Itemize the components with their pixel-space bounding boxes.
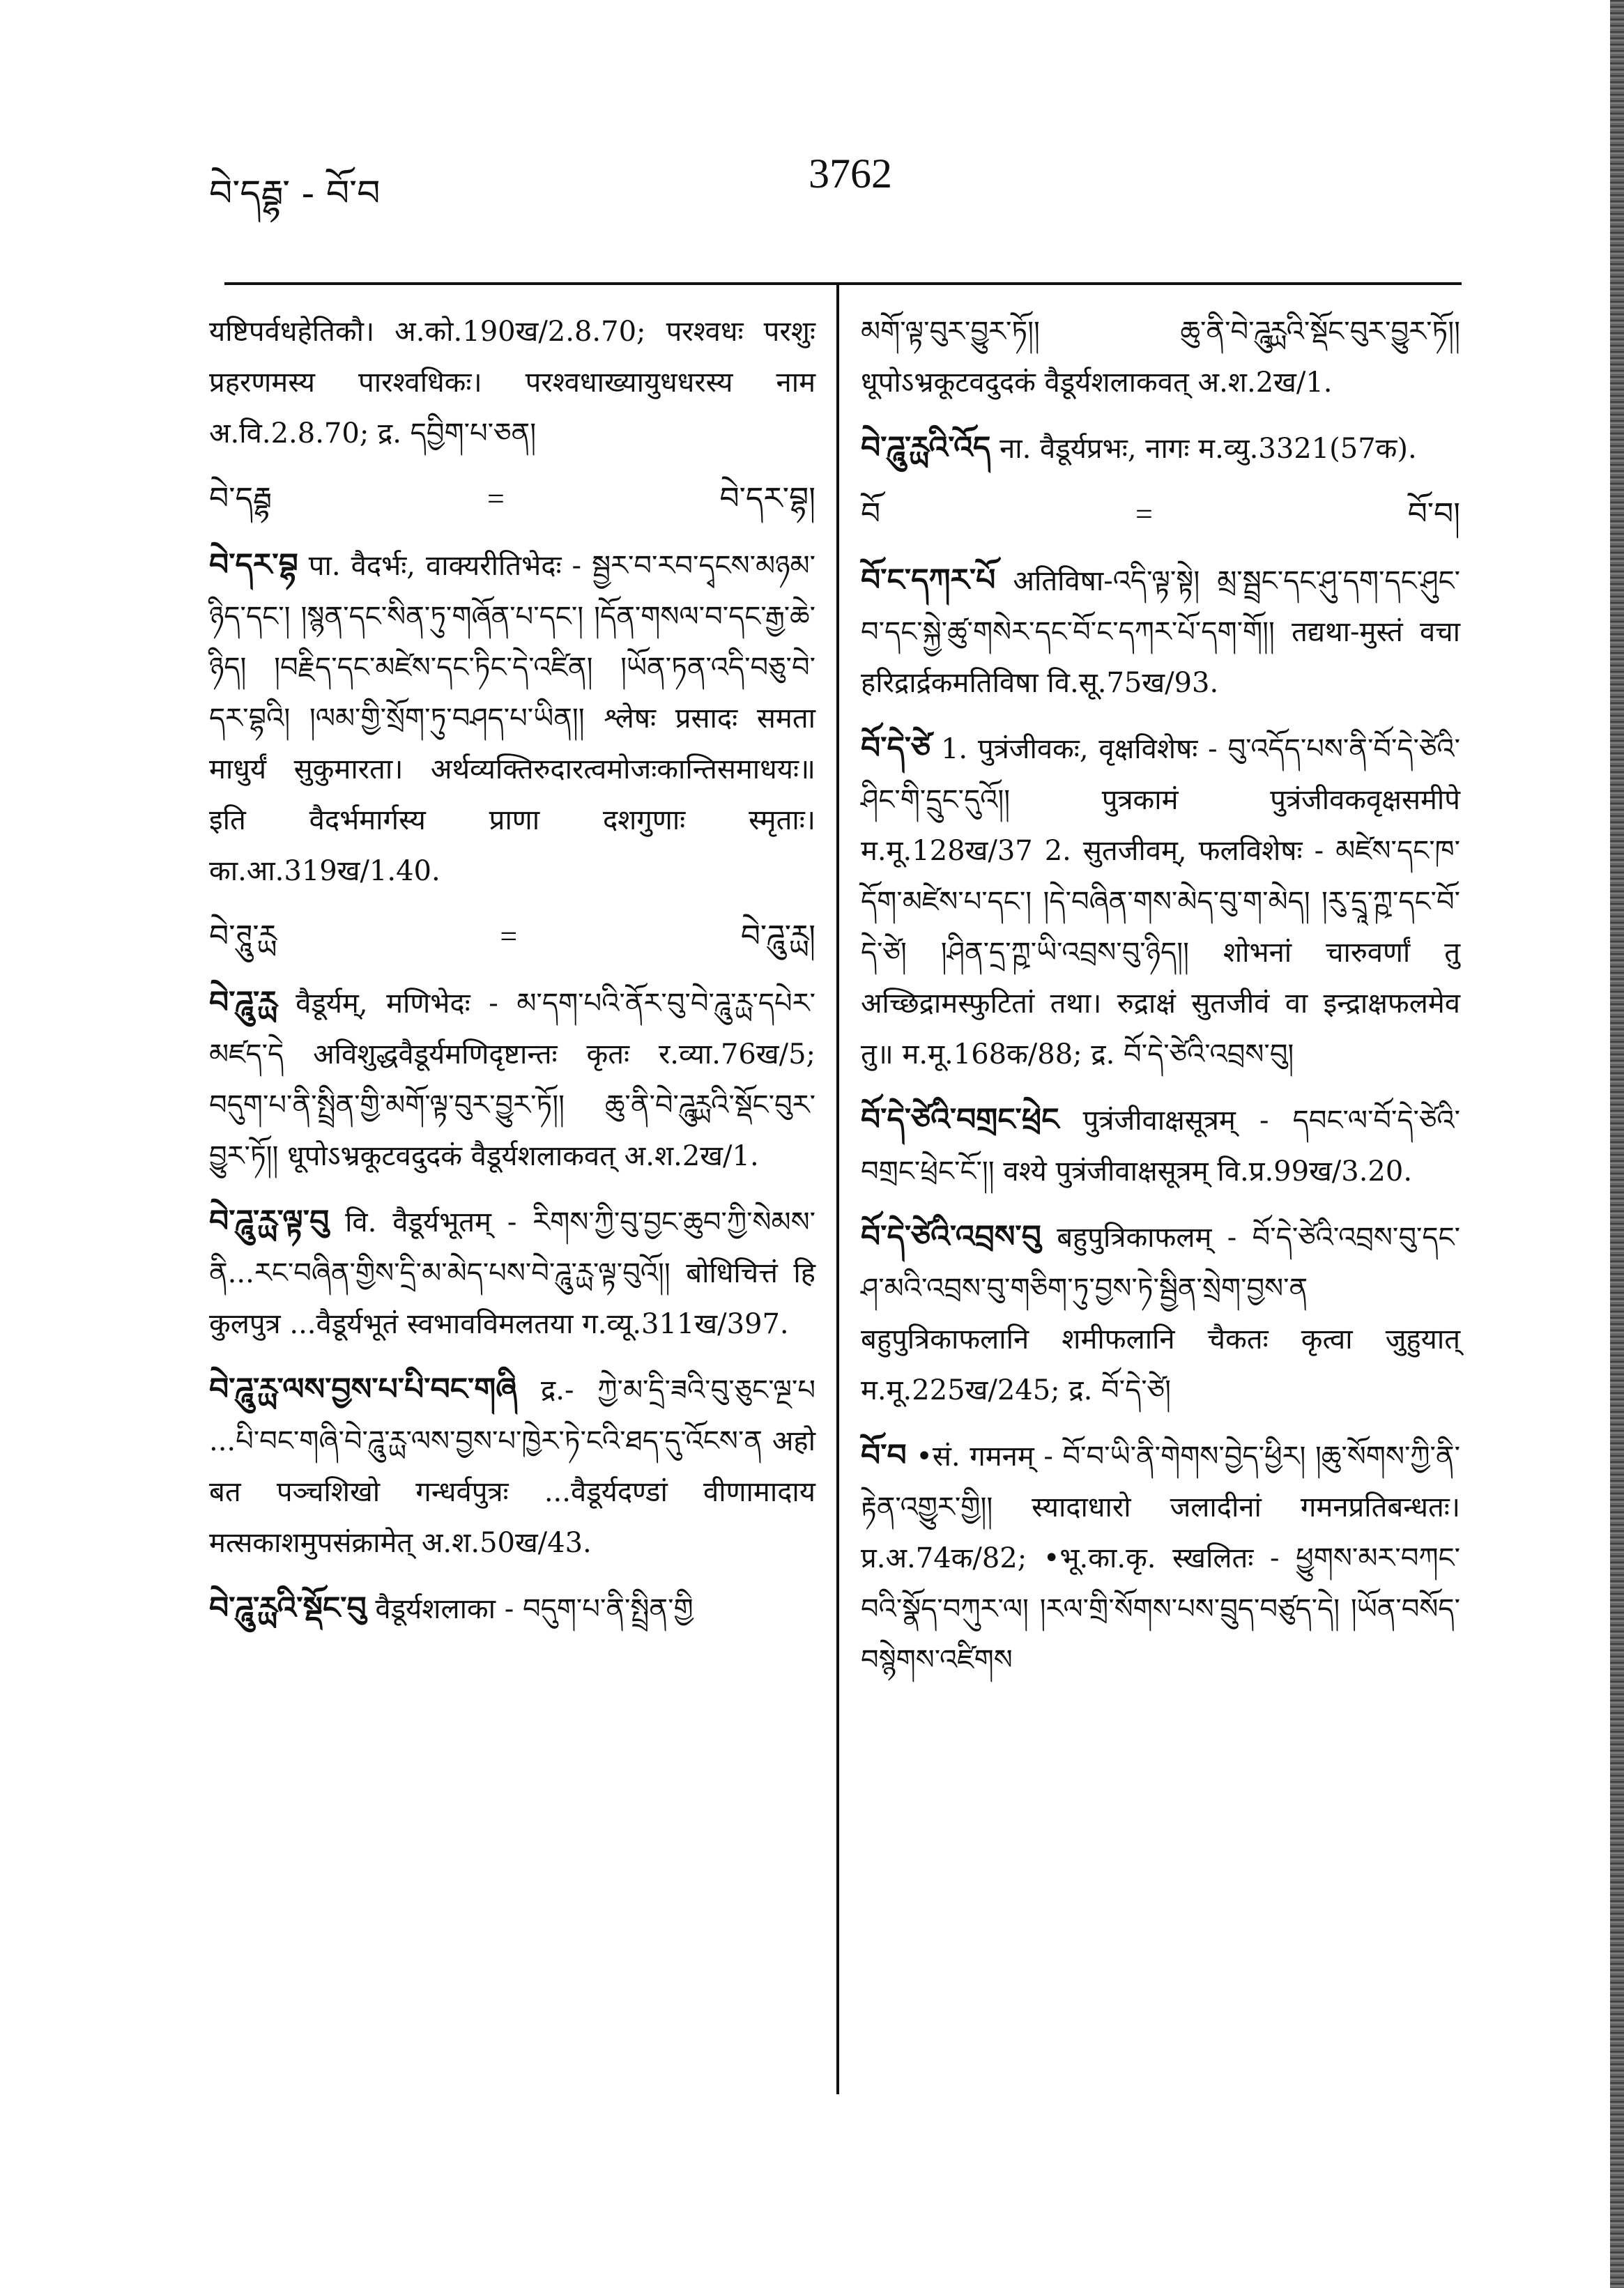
entry-text: यष्टिपर्वधहेतिकौ। अ.को.190ख/2.8.70; परश्वधः परशुः प्रहरणमस्य पारश्वधिकः। परश्वधाख्यायुधधरस्य नाम अ.वि.2.8.70; द्र. དབྱིག་པ་ཅན། (209, 316, 815, 450)
column-divider (836, 282, 839, 2094)
equals-sign: = (1135, 497, 1153, 531)
headword: བེ་ཌཱུ་ཪྻ་ལྟ་བུ (209, 1204, 330, 1239)
cross-reference (209, 911, 815, 962)
dictionary-entry (861, 723, 1460, 1080)
dictionary-entry (861, 422, 1460, 475)
entry-text: 1. पुत्रंजीवकः, वृक्षविशेषः - བུ་འདོད་པས་ནི་བོ་དེ་ཙེའི་ཤིང་གི་དྲུང་དུའོ།། पुत्रकामं पुत्रंजीवकवृक्षसमीपे म.मू.128ख/37 2. सुतजीवम्, फलविशेषः - མཛེས་དང་ཁ་དོག་མཛེས་པ་དང་། །དེ་བཞིན་གས་མེད་བུ་ག་མེད། །རུ་དྲཱ་ཀྵ་དང་བོ་དེ་ཙེ། །ཤིན་དྲ་ཀྵ་ཡི་འབྲས་བུ་ཉིད།། शोभनां चारुवर्णां तु अच्छिद्रामस्फुटितां तथा। रुद्राक्षं सुतजीवं वा इन्द्राक्षफलमेव तु॥ म.मू.168क/88; द्र. བོ་དེ་ཙེའི་འབྲས་བུ། (861, 733, 1460, 1070)
ref-target: བེ་དར་བྷ། (719, 481, 815, 516)
dictionary-entry (209, 1196, 815, 1350)
entry-text: पुत्रंजीवाक्षसूत्रम् - དབང་ལ་བོ་དེ་ཙེའི་བགྲང་ཕྲེང་ངོ་།། वश्ये पुत्रंजीवाक्षसूत्रम् वि.प्र.99ख/3.20. (861, 1105, 1461, 1188)
dictionary-entry (861, 1094, 1460, 1197)
entry-text: •सं. गमनम् - བོ་བ་ཡི་ནི་གེགས་བྱེད་ཕྱིར། །ཆུ་སོགས་ཀྱི་ནི་རྟེན་འགྱུར་གྱི།། स्यादाधारो जलादीनां गमनप्रतिबन्धतः। प्र.अ.74क/82; •भू.का.कृ. स्खलितः - ཕྱུགས་མར་བཀང་བའི་སྣོད་བཀུར་ལ། །རལ་གྲི་སོགས་པས་བྲུད་བཙུད་དེ། །ཡོན་བསོད་བསྙེགས་འཛིགས (861, 1441, 1460, 1676)
scan-edge (1610, 0, 1624, 2288)
entry-text: མགོ་ལྟ་བུར་བྱུར་ཏོ།། ཆུ་ནི་བེ་ཌཱུཪྻའི་སྡོང་བུར་བྱུར་ཏོ།། धूपोऽभ्रकूटवदुदकं वैडूर्यशलाकवत् अ.श.2ख/1. (861, 316, 1460, 399)
running-header: བེ་དརྦྷ་ - བོ་བ (209, 173, 381, 215)
continued-text (861, 307, 1460, 408)
entry-text: बहुपुत्रिकाफलम् - བོ་དེ་ཙེའི་འབྲས་བུ་དང་ཤ་མའི་འབྲས་བུ་གཅིག་ཏུ་བྱས་ཏེ་སྦྱིན་སྲེག་བྱས་ན बहुपुत्रिकाफलानि शमीफलानि चैकतः कृत्वा जुहुयात् म.मू.225ख/245; द्र. བོ་དེ་ཙེ། (861, 1222, 1460, 1406)
dictionary-entry (861, 555, 1460, 709)
dictionary-entry (861, 1430, 1460, 1686)
page-number: 3762 (809, 151, 892, 197)
header-rule (224, 282, 1462, 285)
headword: བེ་དར་བྷ (209, 547, 298, 583)
ref-headword: བོ (861, 496, 881, 532)
headword: བོ་དེ་ཙེ (861, 730, 931, 766)
right-column (861, 307, 1460, 1700)
cross-reference (209, 473, 815, 524)
entry-text: वि. वैडूर्यभूतम् - རིགས་ཀྱི་བུ་བྱང་ཆུབ་ཀྱི་སེམས་ནི...རང་བཞིན་གྱིས་དྲི་མ་མེད་པས་བེ་ཌཱུ་ཪྻ་ལྟ་བུའོ།། बोधिचित्तं हि कुलपुत्र ...वैडूर्यभूतं स्वभावविमलतया ग.व्यू.311ख/397. (209, 1206, 815, 1340)
headword: བོ་བ (861, 1438, 907, 1473)
entry-text: अतिविषा-འདི་ལྟ་སྟེ། མྲ་སྦྲང་དང་ཤུ་དག་དང་ཤུང་བ་དང་སྐྱེ་ཚུ་གསེར་དང་བོ་ང་དཀར་པོ་དག་གོ།། तद्यथा-मुस्तं वचा हरिद्रार्द्रकमतिविषा वि.सू.75ख/93. (861, 565, 1461, 699)
dictionary-entry (861, 1211, 1460, 1416)
headword: བེ་ཌཱུ་ཪྻའི་འོད (861, 430, 991, 466)
dictionary-entry (209, 1583, 815, 1635)
entry-text: वैडूर्यशलाका - བདུག་པ་ནི་སྤྲིན་གྱི (375, 1593, 694, 1625)
equals-sign: = (500, 919, 518, 953)
left-column (209, 307, 815, 1649)
ref-headword: བེ་དརྦྷ (209, 481, 273, 516)
entry-text: वैडूर्यम्, मणिभेदः - མ་དག་པའི་ནོར་བུ་བེ་ཌཱུ་ཪྻ་དཔེར་མཛད་དེ अविशुद्धवैडूर्यमणिदृष्टान्तः कृतः र.व्या.76ख/5; བདུག་པ་ནི་སྤྲིན་གྱི་མགོ་ལྟ་བུར་བྱུར་ཏོ།། ཆུ་ནི་བེ་ཌཱུཪྻའི་སྡོང་བུར་བྱུར་ཏོ།། धूपोऽभ्रकूटवदुदकं वैडूर्यशलाकवत् अ.श.2ख/1. (209, 988, 816, 1172)
dictionary-entry (209, 539, 815, 897)
entry-text: पा. वैदर्भः, वाक्यरीतिभेदः - སྦྱར་བ་རབ་དྭངས་མཉམ་ཉིད་དང་། །སྙན་དང་སིན་ཏུ་གཞོན་པ་དང་། །དོན་གསལ་བ་དང་རྒྱ་ཆེ་ཉིད། །བརྗིད་དང་མཛེས་དང་ཏིང་དེ་འཛིན། །ཡོན་ཏན་འདི་བཅུ་བེ་དར་བྷའི། །ལམ་གྱི་སྲོག་ཏུ་བཤད་པ་ཡིན།། श्लेषः प्रसादः समता माधुर्यं सुकुमारता। अर्थव्यक्तिरुदारत्वमोजःकान्तिसमाधयः॥ इति वैदर्भमार्गस्य प्राणा दशगुणाः स्मृताः। का.आ.319ख/1.40. (209, 550, 815, 887)
ref-headword: བེ་ཊཱུ་ཪྻ (209, 919, 277, 954)
entry-text: द्र.- ཀྱེ་མ་དྲི་ཟའི་བུ་ཅུང་ལྔ་པ ...པི་བང་གཞི་བེ་ཌཱུ་ཪྻ་ལས་བྱས་པ་ཁྱེར་ཏེ་ངའི་ཐད་དུ་འོངས་ན अहो बत पञ्चशिखो गन्धर्वपुत्रः ...वैडूर्यदण्डां वीणामादाय मत्सकाशमुपसंक्रामेत् अ.श.50ख/43. (209, 1374, 815, 1559)
entry-text: ना. वैडूर्यप्रभः, नागः म.व्यु.3321(57क). (999, 433, 1417, 465)
headword: བེ་ཌཱུ་ཪྻའི་སྡོང་བུ (209, 1590, 367, 1626)
ref-target: བེ་ཌཱུ་ཪྻ། (740, 919, 815, 954)
dictionary-entry (209, 977, 815, 1182)
headword: བོ་དེ་ཙེའི་བགྲང་ཕྲེང (861, 1102, 1059, 1137)
headword: བེ་ཌཱུ་ཪྻ (209, 985, 277, 1020)
cross-reference (861, 489, 1460, 539)
headword: བོ་དེ་ཙེའི་འབྲས་བུ (861, 1219, 1041, 1254)
headword: བོ་ང་དཀར་པོ (861, 562, 996, 598)
headword: བེ་ཌཱུ་ཪྻ་ལས་བྱས་པ་པི་བང་གཞི (209, 1372, 518, 1407)
continued-text (209, 307, 815, 459)
equals-sign: = (487, 482, 505, 516)
ref-target: བོ་བ། (1407, 496, 1460, 532)
dictionary-entry (209, 1364, 815, 1569)
